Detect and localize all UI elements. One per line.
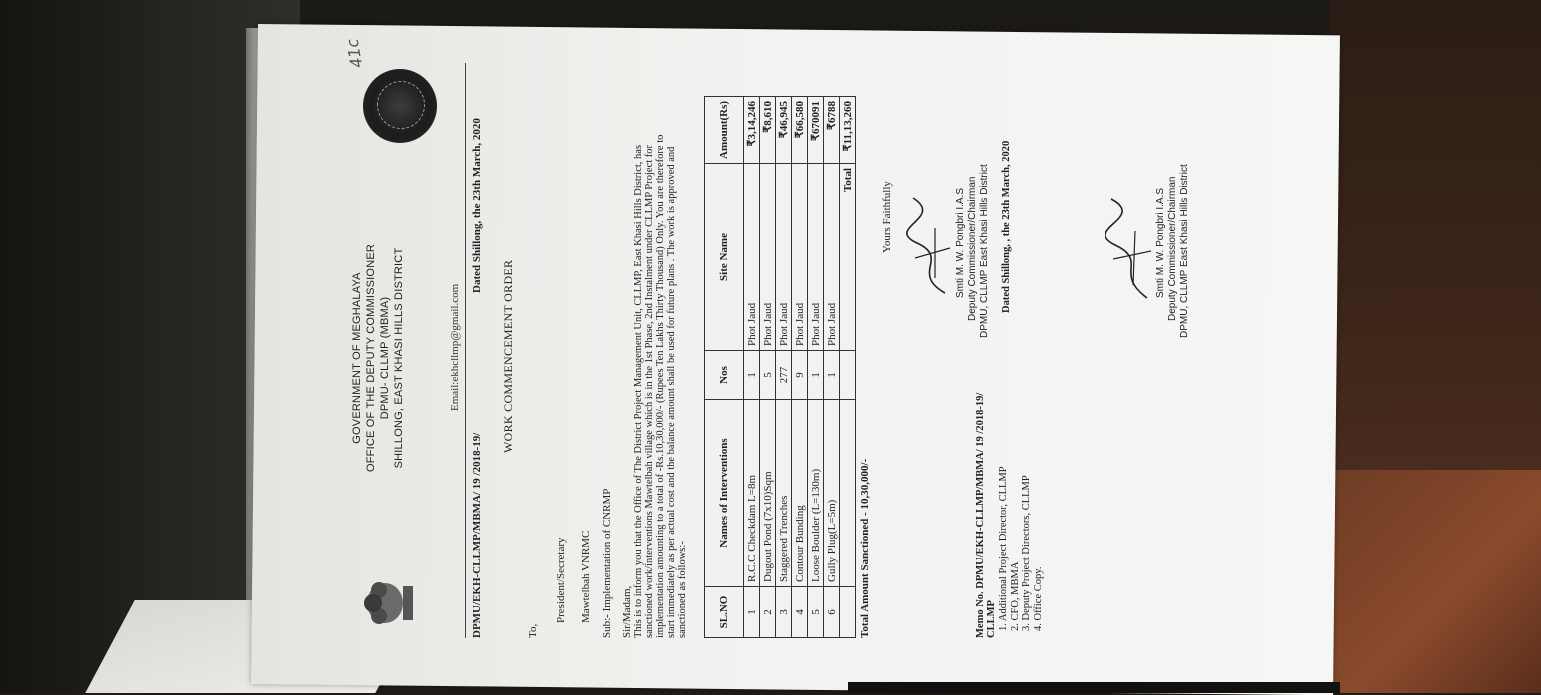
column-header-amount: Amount(Rs) bbox=[705, 96, 744, 163]
cell-amount: ₹66,580 bbox=[792, 96, 808, 163]
office-seal-icon bbox=[363, 69, 437, 143]
cell-slno: 6 bbox=[824, 587, 840, 638]
signatory-office: DPMU, CLLMP East Khasi Hills District bbox=[1179, 164, 1190, 338]
signature-mark-icon bbox=[905, 188, 955, 298]
order-title: WORK COMMENCEMENT ORDER bbox=[501, 259, 515, 453]
cell-amount: ₹670091 bbox=[808, 96, 824, 163]
header-line-1: GOVERNMENT OF MEGHALAYA bbox=[351, 272, 363, 444]
memo-number-continued: CLLMP bbox=[986, 600, 997, 638]
table-row bbox=[760, 96, 776, 637]
cell-site: Phot Jaud bbox=[824, 164, 840, 351]
column-header-slno: SL.NO bbox=[705, 587, 744, 638]
cell-intervention: R.C.C Checkdam L=8m bbox=[744, 400, 760, 587]
copy-to-list bbox=[998, 466, 1044, 631]
table-row bbox=[824, 96, 840, 637]
cell-site: Phot Jaud bbox=[744, 164, 760, 351]
handwritten-note: 41c bbox=[342, 37, 367, 70]
cell-amount: ₹8,610 bbox=[760, 96, 776, 163]
table-row bbox=[792, 96, 808, 637]
list-item: 4. Office Copy. bbox=[1032, 566, 1044, 631]
column-header-site: Site Name bbox=[705, 164, 744, 351]
order-paragraph bbox=[633, 58, 688, 638]
order-reference: DPMU/EKH-CLLMP/MBMA/ 19 /2018-19/ bbox=[471, 432, 483, 638]
header-line-2: OFFICE OF THE DEPUTY COMMISSIONER bbox=[365, 243, 377, 473]
cell-intervention: Gully Plug(L=5m) bbox=[824, 400, 840, 587]
cell-intervention: Staggered Trenches bbox=[776, 400, 792, 587]
list-item: 2. CFO, MBMA bbox=[1009, 561, 1021, 631]
cell-slno: 4 bbox=[792, 587, 808, 638]
cell-site: Phot Jaud bbox=[760, 164, 776, 351]
signatory-title: Deputy Commissioner/Chairman bbox=[967, 176, 978, 321]
cell-nos: 1 bbox=[744, 351, 760, 400]
table-row bbox=[744, 96, 760, 637]
cell-amount: ₹46,945 bbox=[776, 96, 792, 163]
total-label: Total bbox=[840, 164, 856, 351]
subject-line: Sub:- Implementation of CNRMP bbox=[601, 488, 613, 638]
signatory-title: Deputy Commissioner/Chairman bbox=[1167, 176, 1178, 321]
to-label: To, bbox=[527, 623, 539, 638]
paragraph-line: start immediately as per actual cost and the balance amount shall be used for future plans . The work is approved and bbox=[666, 146, 677, 638]
cell-amount: ₹3,14,246 bbox=[744, 96, 760, 163]
cell-slno: 1 bbox=[744, 587, 760, 638]
closing-yours-faithfully: Yours Faithfully bbox=[881, 181, 893, 253]
cell-nos: 277 bbox=[776, 351, 792, 400]
memo-number: Memo No. DPMU/EKH-CLLMP/MBMA/ 19 /2018-19/ bbox=[975, 392, 986, 638]
signatory-name: Smti M. W. Pongbri I.A.S bbox=[1155, 187, 1166, 298]
cell-intervention: Contour Bunding bbox=[792, 400, 808, 587]
table-row bbox=[776, 96, 792, 637]
email-address: Email:ekhcllmp@gmail.com bbox=[449, 283, 461, 411]
cell-site: Phot Jaud bbox=[792, 164, 808, 351]
addressee-line-2: Mawtelbah VNRMC bbox=[580, 530, 592, 623]
table-header-row bbox=[705, 96, 744, 637]
cell-nos: 1 bbox=[824, 351, 840, 400]
cell-nos: 1 bbox=[808, 351, 824, 400]
cell-slno: 5 bbox=[808, 587, 824, 638]
paragraph-line: sanctioned work/interventions Mawtelbah village which is in the 1st Phase, 2nd Instalment under CLLMP Project for bbox=[644, 144, 655, 638]
salutation: Sir/Madam, bbox=[621, 585, 633, 638]
header-line-3: DPMU- CLLMP (MBMA) bbox=[379, 296, 391, 420]
cell-site: Phot Jaud bbox=[808, 164, 824, 351]
column-header-nos: Nos bbox=[705, 351, 744, 400]
header-line-4: SHILLONG, EAST KHASI HILLS DISTRICT bbox=[393, 247, 405, 469]
signatory-name: Smti M. W. Pongbri I.A.S bbox=[955, 187, 966, 298]
cell-site: Phot Jaud bbox=[776, 164, 792, 351]
cell-slno: 2 bbox=[760, 587, 776, 638]
cell-nos: 9 bbox=[792, 351, 808, 400]
signature-mark-icon bbox=[1105, 193, 1155, 303]
document-content bbox=[315, 23, 1315, 693]
cell-nos: 5 bbox=[760, 351, 776, 400]
total-amount-sanctioned: Total Amount Sanctioned - 10,30,000/- bbox=[859, 458, 871, 638]
paragraph-line: This is to inform you that the Office of The District Project Management Unit, CLLMP, East Khasi Hills District, has bbox=[633, 144, 644, 638]
paragraph-line: implementation amounting to a total of -Rs.10,30,000/- (Rupees Ten Lakhs Thirty Thousand) Only. You are therefore to bbox=[655, 134, 666, 638]
table-total-row bbox=[840, 96, 856, 637]
cell-amount: ₹6788 bbox=[824, 96, 840, 163]
list-item: 3. Deputy Project Directors, CLLMP bbox=[1021, 475, 1032, 631]
header-divider bbox=[465, 63, 466, 638]
background-wood bbox=[1300, 470, 1541, 693]
paragraph-line: sanctioned as follows:- bbox=[677, 541, 688, 638]
addressee-line-1: President/Secretary bbox=[555, 537, 567, 623]
interventions-table bbox=[704, 96, 856, 638]
total-value: ₹11,13,260 bbox=[840, 96, 856, 163]
memo-date: Dated Shillong, , the 23th March, 2020 bbox=[1001, 140, 1012, 313]
cell-intervention: Dugout Pond (7x10)Sqm bbox=[760, 400, 776, 587]
cell-intervention: Loose Boulder (L=130m) bbox=[808, 400, 824, 587]
table-row bbox=[808, 96, 824, 637]
signatory-office: DPMU, CLLMP East Khasi Hills District bbox=[979, 164, 990, 338]
order-date: Dated Shillong, the 23th March, 2020 bbox=[471, 118, 483, 293]
cell-slno: 3 bbox=[776, 587, 792, 638]
column-header-interventions: Names of Interventions bbox=[705, 400, 744, 587]
list-item: 1. Additional Project Director, CLLMP bbox=[998, 466, 1009, 631]
